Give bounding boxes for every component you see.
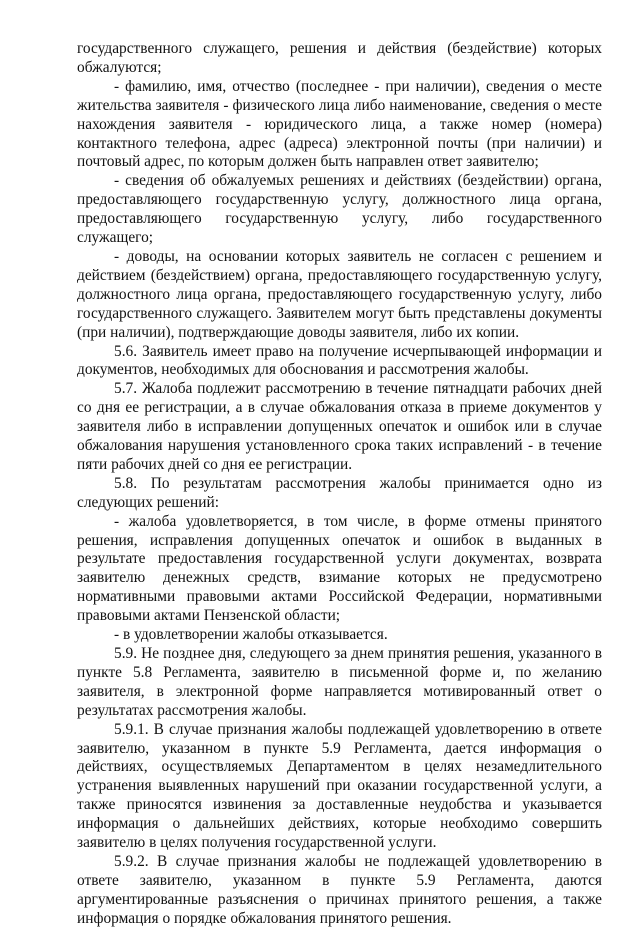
paragraph-5-9-2: 5.9.2. В случае признания жалобы не подлежащей удовлетворению в ответе заявителю, указанном в пункте 5.9 Регламента, даются аргументированные разъяснения о причинах принятого решения, а также информация о порядке обжалования принятого решения. xyxy=(77,852,602,927)
paragraph-continuation: государственного служащего, решения и действия (бездействие) которых обжалуются; xyxy=(77,40,602,76)
paragraph-applicant-name: - фамилию, имя, отчество (последнее - при наличии), сведения о месте жительства заявителя - физического лица либо наименование, сведения о месте нахождения заявителя - юридического лица, а также номер (номера) контактного телефона, адрес (адреса) электронной почты (при наличии) и почтовый адрес, по которым должен быть направлен ответ заявителю; xyxy=(77,77,602,171)
paragraph-appealed-decisions: - сведения об обжалуемых решениях и действиях (бездействии) органа, предоставляющего государственную услугу, должностного лица органа, предоставляющего государственную услугу, либо государственного служащего; xyxy=(77,172,602,247)
paragraph-complaint-satisfied: - жалоба удовлетворяется, в том числе, в форме отмены принятого решения, исправления допущенных опечаток и ошибок в выданных в результате предоставления государственной услуги документах, возврата заявителю денежных средств, взимание которых не предусмотрено нормативными правовыми актами Российской Федерации, нормативными правовыми актами Пензенской области; xyxy=(77,512,602,625)
paragraph-complaint-rejected: - в удовлетворении жалобы отказывается. xyxy=(114,626,388,644)
paragraph-5-9: 5.9. Не позднее дня, следующего за днем принятия решения, указанного в пункте 5.8 Регламента, заявителю в письменной форме и, по желанию заявителя, в электронной форме направляется мотивированный ответ о результатах рассмотрения жалобы. xyxy=(77,645,602,719)
paragraph-arguments: - доводы, на основании которых заявитель не согласен с решением и действием (бездействием) органа, предоставляющего государственную услугу, должностного лица органа, предоставляющего государственную услугу, либо государственного служащего. Заявителем могут быть представлены документы (при наличии), подтверждающие доводы заявителя, либо их копии. xyxy=(77,247,602,341)
paragraph-5-8: 5.8. По результатам рассмотрения жалобы принимается одно из следующих решений: xyxy=(77,474,602,511)
paragraph-5-6: 5.6. Заявитель имеет право на получение исчерпывающей информации и документов, необходимых для обоснования и рассмотрения жалобы. xyxy=(77,342,602,379)
document-page xyxy=(77,40,602,929)
paragraph-5-7: 5.7. Жалоба подлежит рассмотрению в течение пятнадцати рабочих дней со дня ее регистрации, а в случае обжалования отказа в приеме документов у заявителя либо в исправлении допущенных опечаток и ошибок или в случае обжалования нарушения установленного срока таких исправлений - в течение пяти рабочих дней со дня ее регистрации. xyxy=(77,380,602,473)
paragraph-5-9-1: 5.9.1. В случае признания жалобы подлежащей удовлетворению в ответе заявителю, указанном в пункте 5.9 Регламента, дается информация о действиях, осуществляемых Департаментом в целях незамедлительного устранения выявленных нарушений при оказании государственной услуги, а также приносятся извинения за доставленные неудобства и указывается информация о дальнейших действиях, которые необходимо совершить заявителю в целях получения государственной услуги. xyxy=(77,720,602,852)
